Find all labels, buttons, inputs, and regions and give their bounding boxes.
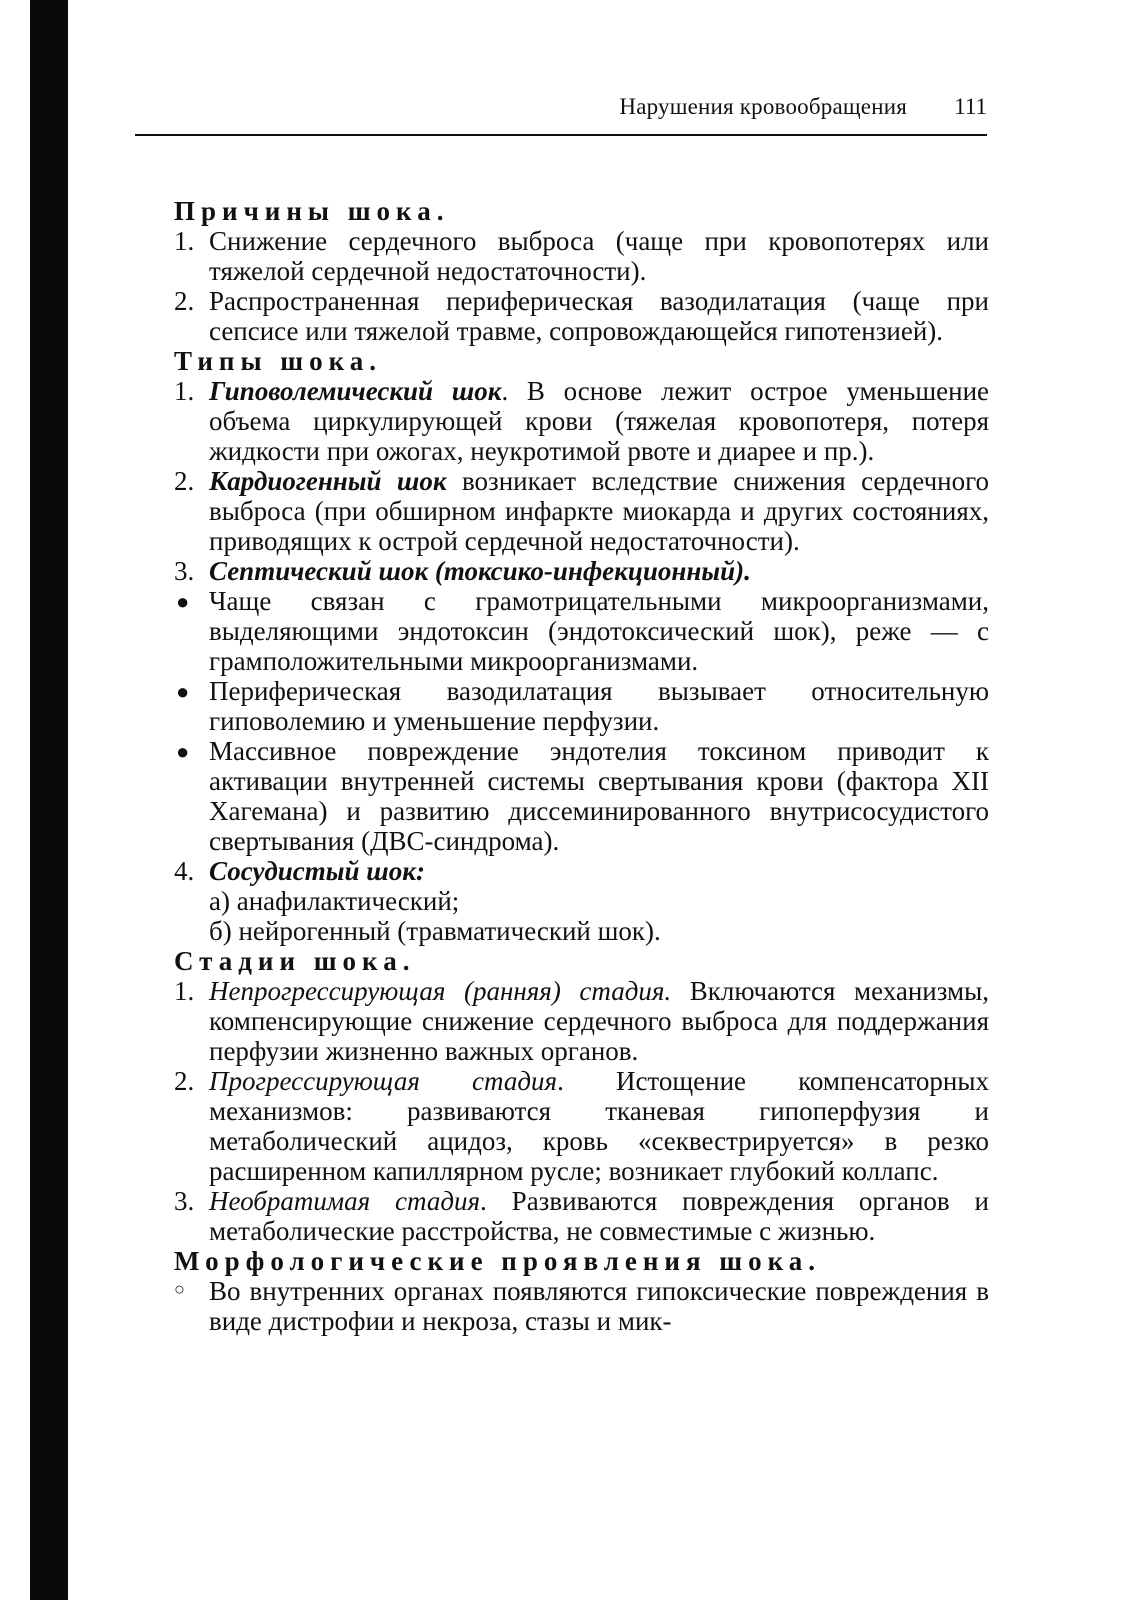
list-item: [174, 286, 989, 346]
page-body: [174, 196, 989, 1336]
page-number: 111: [954, 94, 987, 119]
item-text: . Истощение компенсаторных механизмов: развиваются тканевая гипоперфузия и метаболический ацидоз, кровь «секвестрируется» в резко расширенном капиллярном русле; возникает глубокий коллапс.: [209, 1066, 989, 1186]
item-term: Прогрессирующая стадия: [209, 1066, 558, 1096]
list-item: [174, 556, 989, 586]
heading-types: Типы шока.: [174, 346, 382, 376]
item-text: Распространенная периферическая вазодилатация (чаще при сепсисе или тяжелой травме, сопровождающейся гипотензией).: [209, 286, 989, 346]
item-text: . В основе лежит острое уменьшение объема циркулирующей крови (тяжелая кровопотеря, потеря жидкости при ожогах, неукротимой рвоте и диарее и пр.).: [209, 376, 990, 466]
list-item: [174, 1066, 989, 1186]
item-text: Включаются механизмы, компенсирующие снижение сердечного выброса для поддержания перфузии жизненно важных органов.: [209, 976, 989, 1066]
list-item: [174, 466, 989, 556]
heading-morphology: Морфологические проявления шока.: [174, 1246, 821, 1276]
circle-bullet-icon: ○: [174, 1279, 185, 1299]
item-number: 2.: [174, 466, 195, 496]
bullet-text: Во внутренних органах появляются гипоксические повреждения в виде дистрофии и некроза, стазы и мик-: [209, 1276, 989, 1336]
item-term: Гиповолемический шок: [209, 376, 502, 406]
item-number: 2.: [174, 1066, 195, 1096]
item-number: 3.: [174, 1186, 195, 1216]
item-number: 1.: [174, 376, 195, 406]
item-number: 3.: [174, 556, 195, 586]
heading-causes: Причины шока.: [174, 196, 450, 226]
item-term: Кардиогенный шок: [209, 466, 447, 496]
list-item: [174, 976, 989, 1066]
list-item: [174, 376, 989, 466]
scan-edge-shadow: [30, 0, 68, 1600]
running-title: Нарушения кровообращения: [619, 94, 907, 119]
item-number: 4.: [174, 856, 195, 886]
heading-stages: Стадии шока.: [174, 946, 416, 976]
item-text: возникает вследствие снижения сердечного выброса (при обширном инфаркте миокарда и других состояниях, приводящих к острой сердечной недостаточности).: [209, 466, 989, 556]
bullet-text: Периферическая вазодилатация вызывает относительную гиповолемию и уменьшение перфузии.: [209, 676, 989, 736]
item-number: 1.: [174, 226, 195, 256]
bullet-icon: ●: [176, 739, 190, 764]
bullet-item: [174, 676, 989, 736]
item-text: . Развиваются повреждения органов и метаболические расстройства, не совместимые с жизнью.: [209, 1186, 990, 1246]
item-number: 1.: [174, 976, 195, 1006]
bullet-item: [174, 736, 989, 856]
item-term: Сосудистый шок:: [209, 856, 425, 886]
list-item: [174, 1186, 989, 1246]
item-number: 2.: [174, 286, 195, 316]
bullet-item: [174, 586, 989, 676]
bullet-item: [174, 1276, 989, 1336]
bullet-text: Массивное повреждение эндотелия токсином приводит к активации внутренней системы свертывания крови (фактора XII Хагемана) и развитию диссеминированного внутрисосудистого свертывания (ДВС-синдрома).: [209, 736, 989, 856]
sub-item: а) анафилактический;: [209, 886, 460, 916]
item-term: Необратимая стадия: [209, 1186, 481, 1216]
bullet-icon: ●: [176, 589, 190, 614]
item-text: Снижение сердечного выброса (чаще при кровопотерях или тяжелой сердечной недостаточности).: [209, 226, 989, 286]
list-item: [174, 856, 989, 886]
page-header: [135, 92, 987, 136]
item-term: Септический шок (токсико-инфекционный).: [209, 556, 751, 586]
bullet-icon: ●: [176, 679, 190, 704]
list-item: [174, 226, 989, 286]
bullet-text: Чаще связан с грамотрицательными микроорганизмами, выделяющими эндотоксин (эндотоксический шок), реже — с грамположительными микроорганизмами.: [209, 586, 989, 676]
item-term: Непрогрессирующая (ранняя) стадия.: [209, 976, 672, 1006]
sub-item: б) нейрогенный (травматический шок).: [209, 916, 661, 946]
